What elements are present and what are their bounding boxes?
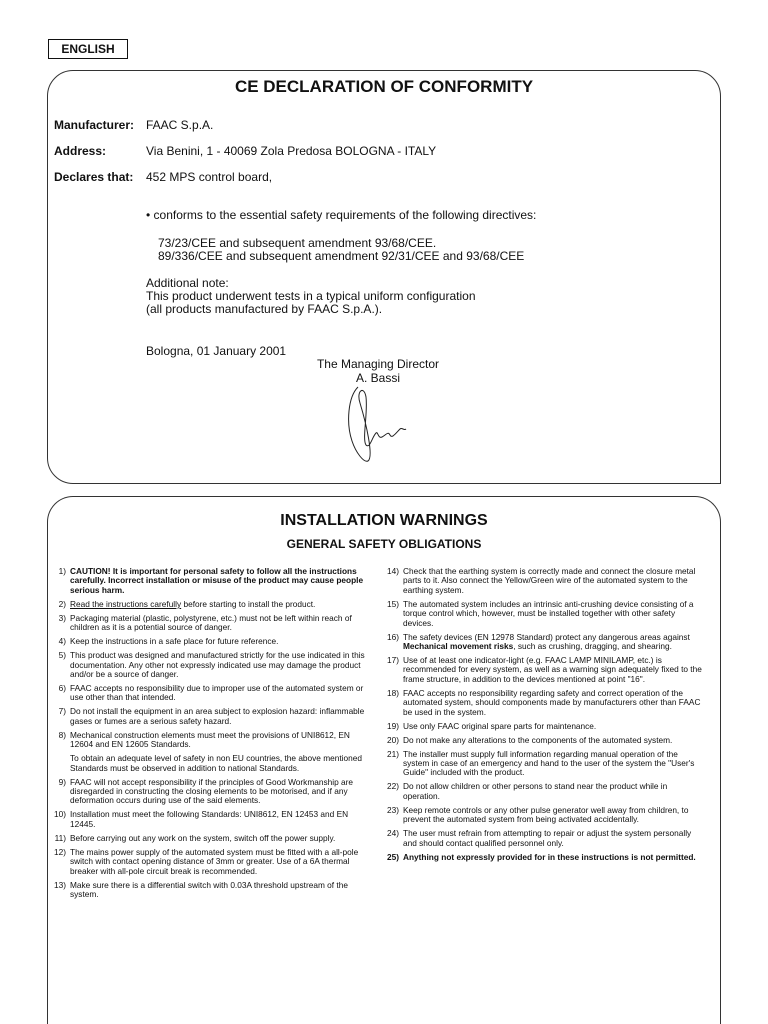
list-item: 23) Keep remote controls or any other pulse generator well away from children, to prevent the automated system from being activated accidentally.	[387, 804, 689, 825]
list-item: 3) Packaging material (plastic, polystyrene, etc.) must not be left within reach of children as it is a potential source of danger.	[58, 612, 352, 633]
list-item: 9) FAAC will not accept responsibility if the principles of Good Workmanship are disregarded in constructing the closing elements to be motorised, and if any deformation occurs during use of the said elements.	[58, 776, 353, 806]
signature	[344, 383, 408, 467]
list-item: 17) Use of at least one indicator-light (e.g. FAAC LAMP MINILAMP, etc.) is recommended for every system, as well as a warning sign adequately fixed to the frame structure, in addition to the devices mentioned at point "16".	[387, 655, 702, 684]
list-item: 18) FAAC accepts no responsibility regarding safety and correct operation of the automated system, should components made by manufacturers other than FAAC be used in the system.	[387, 687, 701, 717]
list-item: 10) Installation must meet the following Standards: UNI8612, EN 12453 and EN 12445.	[54, 809, 349, 829]
declares-label: Declares that:	[54, 170, 134, 184]
warnings-right-column	[381, 567, 703, 867]
list-item: 15) The automated system includes an intrinsic anti-crushing device consisting of a torque control which, however, must be installed together with other safety devices.	[387, 598, 694, 628]
warnings-box	[47, 496, 721, 1024]
directive-2: 89/336/CEE and subsequent amendment 92/31/CEE and 93/68/CEE	[158, 249, 525, 263]
list-item: 8) Mechanical construction elements must meet the provisions of UNI8612, EN 12604 and EN 12605 Standards.	[58, 729, 350, 750]
directive-1: 73/23/CEE and subsequent amendment 93/68/CEE.	[158, 236, 437, 250]
declaration-title: CE DECLARATION OF CONFORMITY	[234, 77, 534, 96]
place-date: Bologna, 01 January 2001	[146, 344, 287, 358]
warnings-title: INSTALLATION WARNINGS	[280, 512, 488, 529]
list-item: 22) Do not allow children or other persons to stand near the product while in operation.	[387, 781, 668, 801]
declaration-box	[47, 70, 721, 484]
list-item: 5) This product was designed and manufactured strictly for the use indicated in this documentation. Any other not expressly indicated use may damage the product and/or be a source of danger.	[58, 650, 365, 680]
list-item: 21) The installer must supply full information regarding manual operation of the system in case of an emergency and hand to the user of the system the "User's Guide" included with the product.	[387, 748, 695, 778]
address-label: Address:	[54, 144, 107, 158]
list-item: 13) Make sure there is a differential switch with 0.03A threshold upstream of the system.	[54, 879, 348, 900]
list-item-note: To obtain an adequate level of safety in non EU countries, the above mentioned Standards must be observed in addition to national Standards.	[70, 753, 362, 773]
address-value: Via Benini, 1 - 40069 Zola Predosa BOLOGNA - ITALY	[146, 144, 437, 158]
list-item: 20) Do not make any alterations to the components of the automated system.	[387, 734, 673, 745]
manufacturer-label: Manufacturer:	[54, 118, 135, 132]
conforms-statement: • conforms to the essential safety requirements of the following directives:	[146, 208, 537, 222]
list-item: 1) CAUTION! It is important for personal safety to follow all the instructions carefully. Incorrect installation or misuse of the product may cause people serious harm.	[58, 566, 364, 595]
director-name: A. Bassi	[355, 371, 400, 385]
list-item: 6) FAAC accepts no responsibility due to improper use of the automated system or use other than that intended.	[58, 683, 364, 703]
list-item: 14) Check that the earthing system is correctly made and connect the closure metal parts to it. Also connect the Yellow/Green wire of the automated system to the earthing system.	[387, 566, 696, 595]
language-label: ENGLISH	[48, 39, 128, 59]
warnings-subtitle: GENERAL SAFETY OBLIGATIONS	[286, 537, 482, 551]
list-item: 24) The user must refrain from attempting to repair or adjust the system personally and should contact qualified personnel only.	[387, 828, 692, 848]
manufacturer-value: FAAC S.p.A.	[146, 118, 214, 132]
list-item: 12) The mains power supply of the automated system must be fitted with a all-pole switch with contact opening distance of 3mm or greater. Use of a 6A thermal breaker with all-pole circuit break is recommended.	[54, 846, 359, 876]
list-item: 4) Keep the instructions in a safe place for future reference.	[58, 636, 279, 647]
note-title: Additional note:	[146, 276, 229, 290]
declares-value: 452 MPS control board,	[146, 170, 273, 184]
warnings-left-column	[48, 567, 370, 904]
list-item: 2) Read the instructions carefully before starting to install the product.	[58, 598, 316, 609]
list-item: 11) Before carrying out any work on the system, switch off the power supply.	[54, 832, 336, 843]
list-item: 16) The safety devices (EN 12978 Standard) protect any dangerous areas against Mechanical movement risks, such as crushing, dragging, and shearing.	[387, 631, 690, 652]
note-line-1: This product underwent tests in a typical uniform configuration	[146, 289, 476, 303]
director-title: The Managing Director	[316, 357, 440, 371]
note-line-2: (all products manufactured by FAAC S.p.A.).	[146, 302, 383, 316]
list-item: 19) Use only FAAC original spare parts for maintenance.	[387, 720, 597, 731]
list-item: 7) Do not install the equipment in an area subject to explosion hazard: inflammable gases or fumes are a serious safety hazard.	[58, 706, 365, 726]
list-item: 25) Anything not expressly provided for in these instructions is not permitted.	[387, 851, 696, 862]
